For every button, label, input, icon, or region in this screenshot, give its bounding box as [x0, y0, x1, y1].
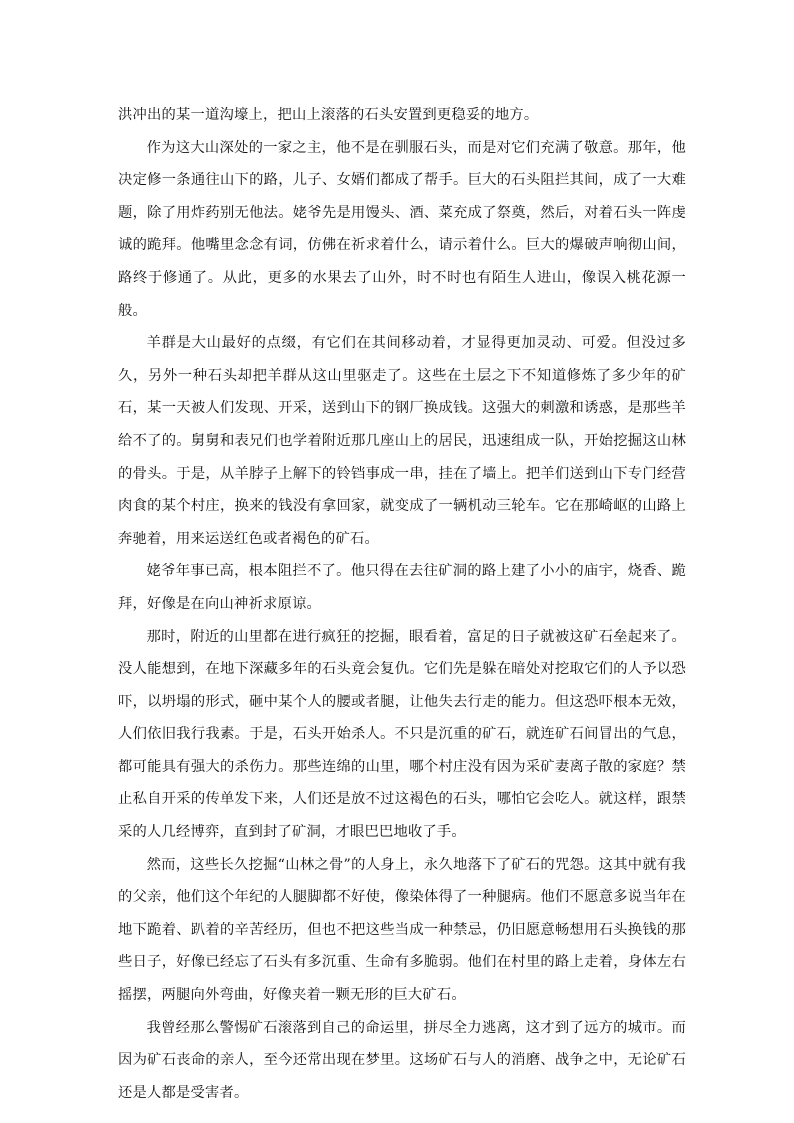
- paragraph-4: 姥爷年事已高，根本阻拦不了。他只得在去往矿洞的路上建了小小的庙宇，烧香、跪拜，好像是在向山神祈求原谅。: [118, 563, 686, 612]
- paragraph-1: 洪冲出的某一道沟壕上，把山上滚落的石头安置到更稳妥的地方。: [118, 107, 539, 123]
- paragraph-7: 我曾经那么警惕矿石滚落到自己的命运里，拼尽全力逃离，这才到了远方的城市。而因为矿石丧命的亲人，至今还常出现在梦里。这场矿石与人的消磨、战争之中，无论矿石还是人都是受害者。: [118, 1019, 686, 1101]
- article-body: [118, 99, 686, 1109]
- paragraph-5: 那时，附近的山里都在进行疯狂的挖掘，眼看着，富足的日子就被这矿石垒起来了。没人能想到，在地下深藏多年的石头竟会复仇。它们先是躲在暗处对挖取它们的人予以恐吓，以坍塌的形式，砸中某个人的腰或者腿，让他失去行走的能力。但这恐吓根本无效，人们依旧我行我素。于是，石头开始杀人。不只是沉重的矿石，就连矿石间冒出的气息，都可能具有强大的杀伤力。那些连绵的山里，哪个村庄没有因为采矿妻离子散的家庭？禁止私自开采的传单发下来，人们还是放不过这褐色的石头，哪怕它会吃人。就这样，跟禁采的人几经博弈，直到封了矿洞，才眼巴巴地收了手。: [118, 628, 686, 841]
- paragraph-6: 然而，这些长久挖掘“山林之骨”的人身上，永久地落下了矿石的咒怨。这其中就有我的父亲，他们这个年纪的人腿脚都不好使，像染体得了一种腿病。他们不愿意多说当年在地下跪着、趴着的辛苦经历，但也不把这些当成一种禁忌，仍旧愿意畅想用石头换钱的那些日子，好像已经忘了石头有多沉重、生命有多脆弱。他们在村里的路上走着，身体左右摇摆，两腿向外弯曲，好像夹着一颗无形的巨大矿石。: [118, 856, 686, 1004]
- paragraph-3: 羊群是大山最好的点缀，有它们在其间移动着，才显得更加灵动、可爱。但没过多久，另外一种石头却把羊群从这山里驱走了。这些在土层之下不知道修炼了多少年的矿石，某一天被人们发现、开采，送到山下的钢厂换成钱。这强大的刺激和诱惑，是那些羊给不了的。舅舅和表兄们也学着附近那几座山上的居民，迅速组成一队，开始挖掘这山林的骨头。于是，从羊脖子上解下的铃铛事成一串，挂在了墙上。把羊们送到山下专门经营肉食的某个村庄，换来的钱没有拿回家，就变成了一辆机动三轮车。它在那崎岖的山路上奔驰着，用来运送红色或者褐色的矿石。: [118, 335, 686, 547]
- paragraph-2: 作为这大山深处的一家之主，他不是在驯服石头，而是对它们充满了敬意。那年，他决定修一条通往山下的路，儿子、女婿们都成了帮手。巨大的石头阻拦其间，成了一大难题，除了用炸药别无他法。姥爷先是用馒头、酒、菜充成了祭奠，然后，对着石头一阵虔诚的跪拜。他嘴里念念有词，仿佛在祈求着什么，请示着什么。巨大的爆破声响彻山间，路终于修通了。从此，更多的水果去了山外，时不时也有陌生人进山，像误入桃花源一般。: [118, 139, 686, 319]
